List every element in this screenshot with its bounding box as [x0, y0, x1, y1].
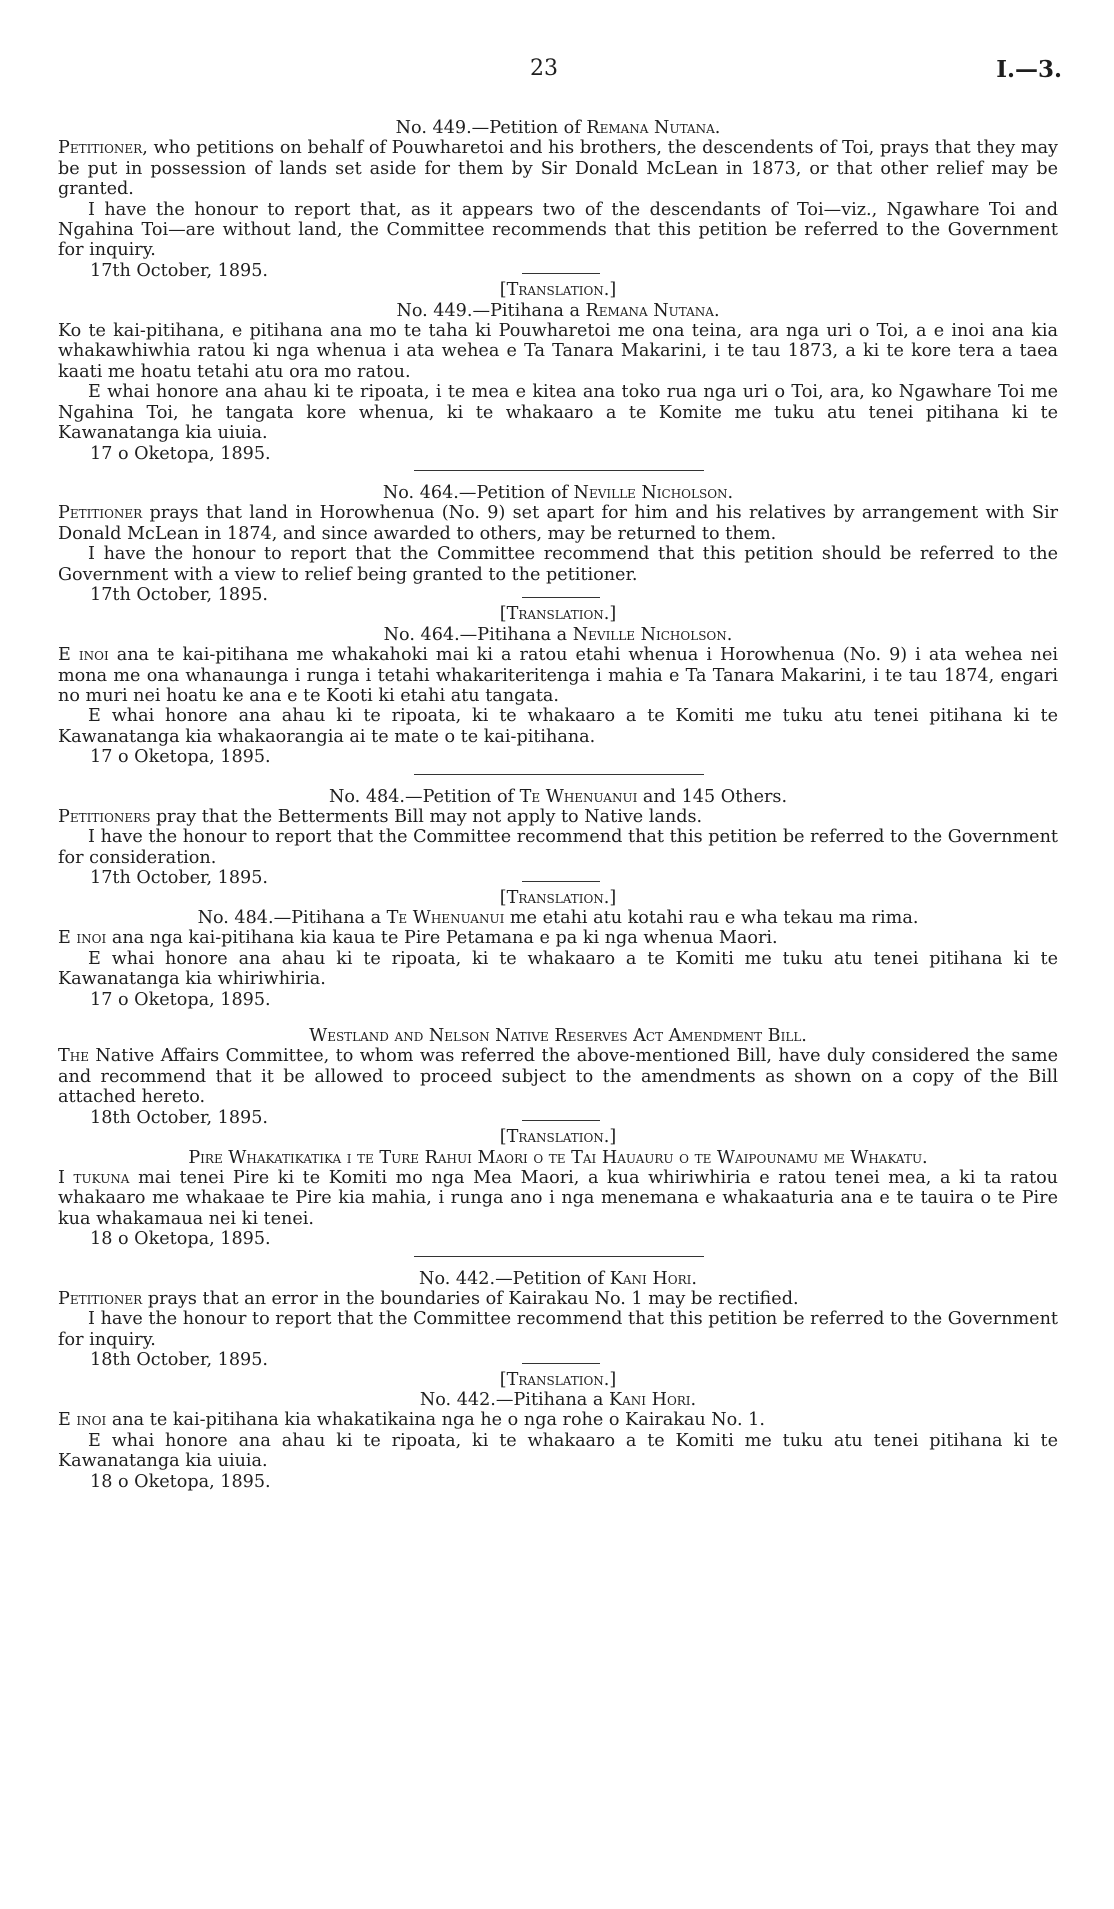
translation-label: [Translation.]	[499, 1127, 617, 1148]
translation-summary: E inoi ana te kai-pitihana me whakahoki mai ki a ratou etahi whenua i Horowhenua (No. 9) i ata wehea nei mona me ona whanaunga i runga i tetahi whakariteritenga i mahia e Ta Tanara Makarini, i te tau 1874, engari no muri nei hoatu ke ana e te Kooti ki etahi atu tangata.	[58, 645, 1058, 706]
translation-label: [Translation.]	[499, 604, 617, 625]
committee-report: I have the honour to report that the Committee recommend that this petition be referred to the Government for inquiry.	[58, 1309, 1058, 1350]
report-date: 17th October, 1895.	[90, 584, 269, 605]
section-divider	[414, 774, 704, 775]
committee-report: I have the honour to report that the Committee recommend that this petition should be referred to the Government with a view to relief being granted to the petitioner.	[58, 544, 1058, 585]
translation-heading: No. 449.—Pitihana a Remana Nutana.	[396, 300, 720, 321]
section-heading: No. 442.—Petition of Kani Hori.	[419, 1268, 697, 1289]
report-date: 17th October, 1895.	[90, 260, 269, 281]
report-date: 18th October, 1895.	[90, 1107, 269, 1128]
translation-report: E whai honore ana ahau ki te ripoata, ki te whakaaro a te Komiti me tuku atu tenei pitihana ki te Kawanatanga kia whiriwhiria.	[58, 948, 1058, 990]
translation-report: E whai honore ana ahau ki te ripoata, ki te whakaaro a te Komiti me tuku atu tenei pitihana ki te Kawanatanga kia uiuia.	[58, 1430, 1058, 1472]
petition-summary: Petitioners pray that the Betterments Bill may not apply to Native lands.	[58, 807, 703, 827]
petition-summary: Petitioner prays that an error in the boundaries of Kairakau No. 1 may be rectified.	[58, 1288, 799, 1309]
translation-summary: Ko te kai-pitihana, e pitihana ana mo te taha ki Pouwharetoi me ona teina, ara nga uri o Toi, a e inoi ana kia whakawhiwhia ratou ki nga whenua i ata wehea e Ta Tanara Makarini, i te tau 1873, a ki te kore tera a taea kaati me hoatu tetahi atu ora mo ratou.	[58, 321, 1058, 382]
translation-report: E whai honore ana ahau ki te ripoata, ki te whakaaro a te Komiti me tuku atu tenei pitihana ki te Kawanatanga kia whakaorangia ai te mate o te kai-pitihana.	[58, 706, 1058, 747]
translation-heading: Pire Whakatikatika i te Ture Rahui Maori o te Tai Hauauru o te Waipounamu me Whakatu.	[188, 1147, 928, 1168]
section-divider	[414, 470, 704, 471]
section-heading: No. 449.—Petition of Remana Nutana.	[395, 118, 721, 138]
translation-date: 18 o Oketopa, 1895.	[90, 1471, 271, 1492]
divider	[522, 1363, 600, 1364]
committee-report: I have the honour to report that, as it appears two of the descendants of Toi—viz., Ngawhare Toi and Ngahina Toi—are without land, the Committee recommends that this petition be referred to the Government for inquiry.	[58, 199, 1058, 261]
section-divider	[414, 1256, 704, 1257]
page-number: 23	[530, 56, 558, 81]
petition-summary: Petitioner prays that land in Horowhenua (No. 9) set apart for him and his relatives by arrangement with Sir Donald McLean in 1874, and since awarded to others, may be returned to them.	[58, 503, 1058, 544]
divider	[522, 273, 600, 274]
translation-heading: No. 442.—Pitihana a Kani Hori.	[419, 1389, 697, 1410]
section-heading: No. 484.—Petition of Te Whenuanui and 145 Others.	[328, 786, 788, 807]
translation-date: 17 o Oketopa, 1895.	[90, 989, 271, 1010]
divider	[522, 881, 600, 882]
translation-heading: No. 464.—Pitihana a Neville Nicholson.	[383, 624, 733, 645]
translation-label: [Translation.]	[499, 280, 617, 301]
page-header	[0, 56, 1114, 86]
bill-report: The Native Affairs Committee, to whom was referred the above-mentioned Bill, have duly considered the same and recommend that it be allowed to proceed subject to the amendments as shown on a copy of the Bill attached hereto.	[58, 1046, 1058, 1108]
report-date: 17th October, 1895.	[90, 868, 269, 889]
translation-date: 17 o Oketopa, 1895.	[90, 443, 271, 464]
translation-date: 18 o Oketopa, 1895.	[90, 1229, 271, 1250]
report-date: 18th October, 1895.	[90, 1350, 269, 1371]
paper-reference: I.—3.	[996, 56, 1062, 83]
committee-report: I have the honour to report that the Committee recommend that this petition be referred to the Government for consideration.	[58, 827, 1058, 868]
translation-date: 17 o Oketopa, 1895.	[90, 747, 271, 768]
translation-summary: I tukuna mai tenei Pire ki te Komiti mo nga Mea Maori, a kua whiriwhiria e ratou tenei mea, a ki ta ratou whakaaro me whakaae te Pire kia mahia, i runga ano i nga menemana e whakaaturia ana e te tauira o te Pire kua whakamaua nei ki tenei.	[58, 1167, 1058, 1229]
petition-summary: Petitioner, who petitions on behalf of Pouwharetoi and his brothers, the descendents of Toi, prays that they may be put in possession of lands set aside for them by Sir Donald McLean in 1873, or that other relief may be granted.	[58, 138, 1058, 200]
translation-summary: E inoi ana te kai-pitihana kia whakatikaina nga he o nga rohe o Kairakau No. 1.	[58, 1410, 765, 1431]
translation-summary: E inoi ana nga kai-pitihana kia kaua te Pire Petamana e pa ki nga whenua Maori.	[58, 928, 778, 949]
translation-label: [Translation.]	[499, 887, 617, 908]
section-heading: No. 464.—Petition of Neville Nicholson.	[382, 482, 734, 503]
translation-heading: No. 484.—Pitihana a Te Whenuanui me etahi atu kotahi rau e wha tekau ma rima.	[197, 908, 919, 929]
translation-report: E whai honore ana ahau ki te ripoata, i te mea e kitea ana toko rua nga uri o Toi, ara, ko Ngawhare Toi me Ngahina Toi, he tangata kore whenua, ki te whakaaro a te Komite me tuku atu tenei pitihana ki te Kawanatanga kia uiuia.	[58, 382, 1058, 444]
divider	[522, 597, 600, 598]
translation-label: [Translation.]	[499, 1369, 617, 1390]
document-body	[58, 118, 1058, 1492]
bill-heading: Westland and Nelson Native Reserves Act Amendment Bill.	[309, 1026, 807, 1047]
divider	[522, 1120, 600, 1121]
